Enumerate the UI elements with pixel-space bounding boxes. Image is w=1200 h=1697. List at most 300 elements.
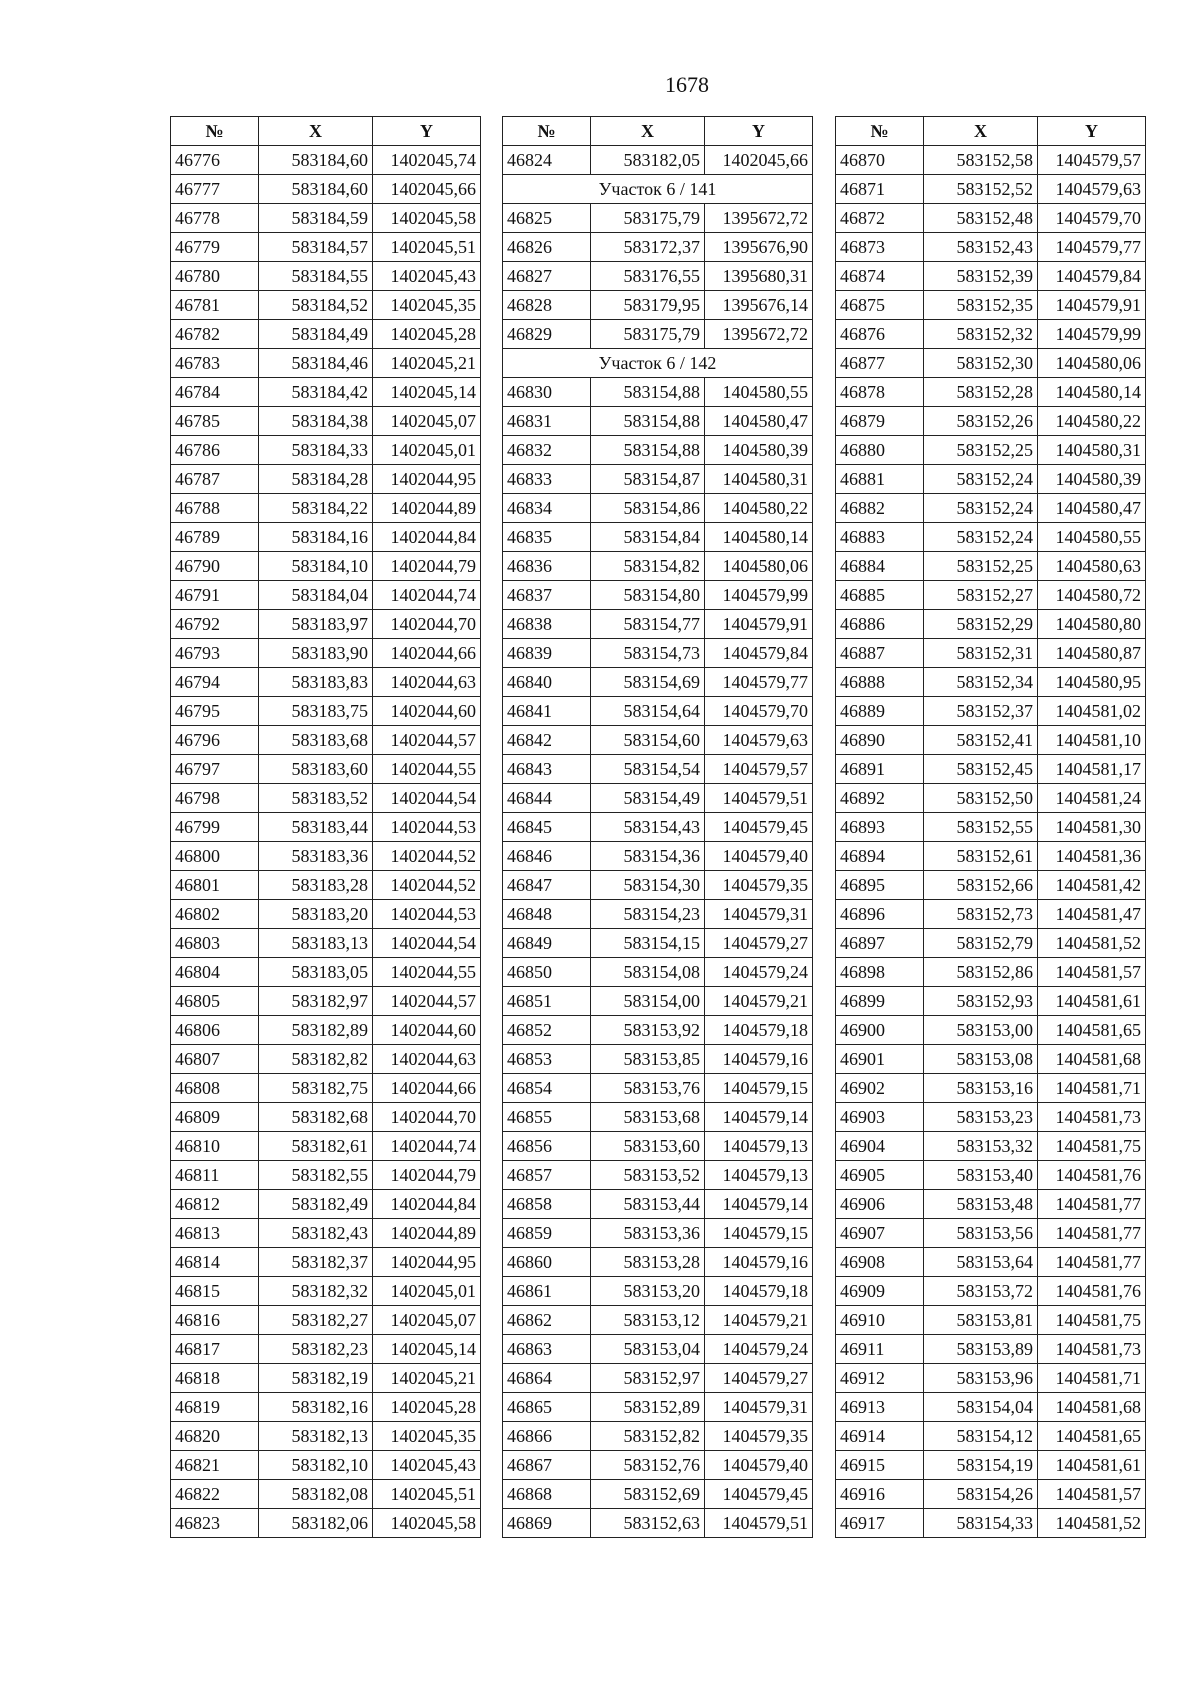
x-value: 583182,68	[259, 1103, 373, 1132]
point-number: 46828	[503, 291, 591, 320]
x-value: 583152,32	[924, 320, 1038, 349]
y-value: 1402044,52	[373, 871, 481, 900]
table-row	[836, 639, 1146, 668]
y-value: 1404580,06	[705, 552, 813, 581]
point-number: 46813	[171, 1219, 259, 1248]
x-value: 583152,86	[924, 958, 1038, 987]
point-number: 46911	[836, 1335, 924, 1364]
table-row	[836, 1248, 1146, 1277]
x-value: 583182,23	[259, 1335, 373, 1364]
x-value: 583184,57	[259, 233, 373, 262]
y-value: 1402044,95	[373, 1248, 481, 1277]
y-value: 1402044,55	[373, 958, 481, 987]
y-value: 1404579,77	[705, 668, 813, 697]
x-value: 583153,48	[924, 1190, 1038, 1219]
point-number: 46909	[836, 1277, 924, 1306]
x-value: 583154,80	[591, 581, 705, 610]
y-value: 1404579,99	[705, 581, 813, 610]
point-number: 46890	[836, 726, 924, 755]
point-number: 46885	[836, 581, 924, 610]
table-row	[836, 1161, 1146, 1190]
x-value: 583176,55	[591, 262, 705, 291]
x-value: 583153,56	[924, 1219, 1038, 1248]
table-row	[171, 175, 481, 204]
x-value: 583184,46	[259, 349, 373, 378]
table-row	[836, 175, 1146, 204]
point-number: 46843	[503, 755, 591, 784]
point-number: 46810	[171, 1132, 259, 1161]
table-row	[171, 610, 481, 639]
x-value: 583153,92	[591, 1016, 705, 1045]
point-number: 46792	[171, 610, 259, 639]
y-value: 1404580,14	[1038, 378, 1146, 407]
x-value: 583152,25	[924, 436, 1038, 465]
x-value: 583152,50	[924, 784, 1038, 813]
y-value: 1404579,14	[705, 1190, 813, 1219]
y-value: 1402044,70	[373, 1103, 481, 1132]
table-row	[503, 755, 813, 784]
table-row	[503, 407, 813, 436]
point-number: 46786	[171, 436, 259, 465]
y-value: 1404581,61	[1038, 1451, 1146, 1480]
point-number: 46776	[171, 146, 259, 175]
y-value: 1404579,57	[705, 755, 813, 784]
table-row	[503, 204, 813, 233]
y-value: 1402044,63	[373, 1045, 481, 1074]
x-value: 583153,23	[924, 1103, 1038, 1132]
y-value: 1404580,55	[1038, 523, 1146, 552]
y-value: 1402044,84	[373, 1190, 481, 1219]
point-number: 46788	[171, 494, 259, 523]
y-value: 1404579,15	[705, 1219, 813, 1248]
point-number: 46797	[171, 755, 259, 784]
table-row	[503, 552, 813, 581]
table-row	[171, 581, 481, 610]
table-row	[836, 262, 1146, 291]
point-number: 46900	[836, 1016, 924, 1045]
point-number: 46891	[836, 755, 924, 784]
x-value: 583154,26	[924, 1480, 1038, 1509]
point-number: 46844	[503, 784, 591, 813]
y-value: 1404579,40	[705, 842, 813, 871]
table-row	[171, 639, 481, 668]
point-number: 46875	[836, 291, 924, 320]
table-row	[836, 378, 1146, 407]
x-value: 583154,04	[924, 1393, 1038, 1422]
table-header-row	[171, 117, 481, 146]
table-row	[171, 407, 481, 436]
y-value: 1402044,63	[373, 668, 481, 697]
y-value: 1402044,79	[373, 552, 481, 581]
table-row	[503, 1277, 813, 1306]
point-number: 46873	[836, 233, 924, 262]
table-row	[503, 668, 813, 697]
y-value: 1404581,77	[1038, 1248, 1146, 1277]
x-value: 583152,35	[924, 291, 1038, 320]
point-number: 46781	[171, 291, 259, 320]
y-value: 1402045,51	[373, 1480, 481, 1509]
point-number: 46866	[503, 1422, 591, 1451]
section-row	[503, 349, 813, 378]
point-number: 46860	[503, 1248, 591, 1277]
point-number: 46793	[171, 639, 259, 668]
table-row	[503, 494, 813, 523]
y-value: 1404581,65	[1038, 1016, 1146, 1045]
point-number: 46805	[171, 987, 259, 1016]
y-value: 1402044,89	[373, 494, 481, 523]
point-number: 46895	[836, 871, 924, 900]
x-value: 583154,33	[924, 1509, 1038, 1538]
y-value: 1404579,51	[705, 1509, 813, 1538]
x-value: 583154,87	[591, 465, 705, 494]
y-value: 1404581,36	[1038, 842, 1146, 871]
y-value: 1402044,66	[373, 639, 481, 668]
y-value: 1404580,47	[705, 407, 813, 436]
point-number: 46811	[171, 1161, 259, 1190]
y-value: 1402044,74	[373, 1132, 481, 1161]
table-row	[171, 1190, 481, 1219]
x-value: 583182,10	[259, 1451, 373, 1480]
point-number: 46818	[171, 1364, 259, 1393]
y-value: 1402044,53	[373, 813, 481, 842]
table-row	[503, 1103, 813, 1132]
table-row	[171, 929, 481, 958]
table-row	[836, 1132, 1146, 1161]
x-value: 583152,69	[591, 1480, 705, 1509]
y-value: 1395672,72	[705, 204, 813, 233]
table-row	[171, 1335, 481, 1364]
table-row	[171, 320, 481, 349]
y-value: 1404580,47	[1038, 494, 1146, 523]
x-value: 583182,13	[259, 1422, 373, 1451]
y-value: 1404579,84	[1038, 262, 1146, 291]
y-value: 1402044,57	[373, 726, 481, 755]
table-row	[171, 697, 481, 726]
header-number: №	[836, 117, 924, 146]
point-number: 46825	[503, 204, 591, 233]
table-row	[836, 813, 1146, 842]
point-number: 46892	[836, 784, 924, 813]
point-number: 46874	[836, 262, 924, 291]
x-value: 583182,43	[259, 1219, 373, 1248]
point-number: 46869	[503, 1509, 591, 1538]
x-value: 583182,49	[259, 1190, 373, 1219]
y-value: 1402045,01	[373, 436, 481, 465]
x-value: 583152,25	[924, 552, 1038, 581]
table-row	[836, 204, 1146, 233]
y-value: 1404579,24	[705, 958, 813, 987]
x-value: 583184,04	[259, 581, 373, 610]
x-value: 583154,43	[591, 813, 705, 842]
y-value: 1402044,95	[373, 465, 481, 494]
table-row	[503, 1306, 813, 1335]
point-number: 46836	[503, 552, 591, 581]
x-value: 583154,88	[591, 436, 705, 465]
x-value: 583152,93	[924, 987, 1038, 1016]
table-row	[503, 958, 813, 987]
y-value: 1404579,35	[705, 1422, 813, 1451]
table-row	[503, 1480, 813, 1509]
x-value: 583183,75	[259, 697, 373, 726]
table-row	[503, 1364, 813, 1393]
x-value: 583154,00	[591, 987, 705, 1016]
x-value: 583153,12	[591, 1306, 705, 1335]
section-label: Участок 6 / 142	[503, 349, 813, 378]
x-value: 583175,79	[591, 204, 705, 233]
header-y: Y	[705, 117, 813, 146]
point-number: 46803	[171, 929, 259, 958]
table-row	[171, 552, 481, 581]
table-row	[171, 1451, 481, 1480]
point-number: 46802	[171, 900, 259, 929]
y-value: 1404581,30	[1038, 813, 1146, 842]
x-value: 583182,97	[259, 987, 373, 1016]
table-row	[836, 1509, 1146, 1538]
table-row	[836, 1016, 1146, 1045]
y-value: 1404581,52	[1038, 1509, 1146, 1538]
point-number: 46845	[503, 813, 591, 842]
x-value: 583153,20	[591, 1277, 705, 1306]
y-value: 1402044,57	[373, 987, 481, 1016]
point-number: 46916	[836, 1480, 924, 1509]
table-row	[503, 784, 813, 813]
x-value: 583152,52	[924, 175, 1038, 204]
y-value: 1404581,10	[1038, 726, 1146, 755]
point-number: 46880	[836, 436, 924, 465]
table-row	[836, 987, 1146, 1016]
table-row	[503, 465, 813, 494]
x-value: 583183,13	[259, 929, 373, 958]
point-number: 46827	[503, 262, 591, 291]
point-number: 46876	[836, 320, 924, 349]
table-row	[171, 1306, 481, 1335]
point-number: 46879	[836, 407, 924, 436]
x-value: 583183,52	[259, 784, 373, 813]
x-value: 583152,26	[924, 407, 1038, 436]
table-row	[171, 813, 481, 842]
page-number: 1678	[665, 72, 709, 97]
y-value: 1404581,77	[1038, 1190, 1146, 1219]
point-number: 46914	[836, 1422, 924, 1451]
y-value: 1404579,21	[705, 1306, 813, 1335]
point-number: 46801	[171, 871, 259, 900]
x-value: 583152,43	[924, 233, 1038, 262]
table-row	[503, 262, 813, 291]
table-row	[171, 378, 481, 407]
table-row	[503, 436, 813, 465]
section-row	[503, 175, 813, 204]
x-value: 583154,08	[591, 958, 705, 987]
y-value: 1402044,54	[373, 929, 481, 958]
table-row	[171, 1248, 481, 1277]
y-value: 1402044,52	[373, 842, 481, 871]
y-value: 1404579,27	[705, 929, 813, 958]
point-number: 46795	[171, 697, 259, 726]
y-value: 1402045,35	[373, 291, 481, 320]
point-number: 46861	[503, 1277, 591, 1306]
header-y: Y	[373, 117, 481, 146]
table-row	[836, 291, 1146, 320]
x-value: 583152,27	[924, 581, 1038, 610]
point-number: 46913	[836, 1393, 924, 1422]
point-number: 46854	[503, 1074, 591, 1103]
point-number: 46896	[836, 900, 924, 929]
y-value: 1404581,57	[1038, 958, 1146, 987]
x-value: 583153,04	[591, 1335, 705, 1364]
table-header-row	[836, 117, 1146, 146]
point-number: 46906	[836, 1190, 924, 1219]
point-number: 46816	[171, 1306, 259, 1335]
table-row	[171, 755, 481, 784]
x-value: 583153,60	[591, 1132, 705, 1161]
y-value: 1404579,14	[705, 1103, 813, 1132]
y-value: 1404579,27	[705, 1364, 813, 1393]
y-value: 1404581,75	[1038, 1132, 1146, 1161]
x-value: 583182,06	[259, 1509, 373, 1538]
x-value: 583184,38	[259, 407, 373, 436]
table-row	[503, 929, 813, 958]
y-value: 1404581,68	[1038, 1045, 1146, 1074]
x-value: 583152,61	[924, 842, 1038, 871]
point-number: 46851	[503, 987, 591, 1016]
table-row	[836, 1219, 1146, 1248]
point-number: 46847	[503, 871, 591, 900]
y-value: 1404580,39	[705, 436, 813, 465]
y-value: 1404579,24	[705, 1335, 813, 1364]
point-number: 46777	[171, 175, 259, 204]
table-row	[171, 784, 481, 813]
table-header-row	[503, 117, 813, 146]
point-number: 46812	[171, 1190, 259, 1219]
table-row	[503, 378, 813, 407]
y-value: 1404579,31	[705, 1393, 813, 1422]
x-value: 583184,10	[259, 552, 373, 581]
x-value: 583182,61	[259, 1132, 373, 1161]
y-value: 1404579,57	[1038, 146, 1146, 175]
table-row	[836, 1190, 1146, 1219]
y-value: 1404579,16	[705, 1248, 813, 1277]
y-value: 1404580,39	[1038, 465, 1146, 494]
x-value: 583152,34	[924, 668, 1038, 697]
x-value: 583153,00	[924, 1016, 1038, 1045]
point-number: 46871	[836, 175, 924, 204]
y-value: 1404581,47	[1038, 900, 1146, 929]
table-row	[503, 1422, 813, 1451]
y-value: 1402044,54	[373, 784, 481, 813]
point-number: 46798	[171, 784, 259, 813]
point-number: 46787	[171, 465, 259, 494]
x-value: 583152,28	[924, 378, 1038, 407]
point-number: 46840	[503, 668, 591, 697]
x-value: 583182,27	[259, 1306, 373, 1335]
table-row	[171, 1132, 481, 1161]
x-value: 583154,82	[591, 552, 705, 581]
y-value: 1402045,35	[373, 1422, 481, 1451]
x-value: 583153,52	[591, 1161, 705, 1190]
table-row	[171, 204, 481, 233]
point-number: 46785	[171, 407, 259, 436]
x-value: 583182,75	[259, 1074, 373, 1103]
y-value: 1404581,71	[1038, 1074, 1146, 1103]
table-row	[836, 668, 1146, 697]
point-number: 46804	[171, 958, 259, 987]
point-number: 46782	[171, 320, 259, 349]
table-row	[171, 1277, 481, 1306]
y-value: 1404579,63	[1038, 175, 1146, 204]
header-y: Y	[1038, 117, 1146, 146]
x-value: 583153,08	[924, 1045, 1038, 1074]
x-value: 583184,42	[259, 378, 373, 407]
table-row	[503, 1190, 813, 1219]
point-number: 46794	[171, 668, 259, 697]
y-value: 1404581,24	[1038, 784, 1146, 813]
table-row	[171, 494, 481, 523]
y-value: 1404581,73	[1038, 1103, 1146, 1132]
table-row	[503, 523, 813, 552]
y-value: 1404580,22	[705, 494, 813, 523]
y-value: 1404579,21	[705, 987, 813, 1016]
x-value: 583152,37	[924, 697, 1038, 726]
point-number: 46907	[836, 1219, 924, 1248]
point-number: 46819	[171, 1393, 259, 1422]
table-row	[836, 900, 1146, 929]
table-row	[836, 494, 1146, 523]
table-row	[171, 233, 481, 262]
point-number: 46791	[171, 581, 259, 610]
point-number: 46823	[171, 1509, 259, 1538]
point-number: 46888	[836, 668, 924, 697]
table-row	[503, 1451, 813, 1480]
point-number: 46903	[836, 1103, 924, 1132]
point-number: 46796	[171, 726, 259, 755]
table-row	[836, 1393, 1146, 1422]
point-number: 46864	[503, 1364, 591, 1393]
table-row	[171, 1016, 481, 1045]
y-value: 1404581,76	[1038, 1161, 1146, 1190]
table-row	[836, 1277, 1146, 1306]
x-value: 583153,16	[924, 1074, 1038, 1103]
y-value: 1404580,55	[705, 378, 813, 407]
table-row	[171, 726, 481, 755]
table-row	[836, 1364, 1146, 1393]
point-number: 46807	[171, 1045, 259, 1074]
point-number: 46790	[171, 552, 259, 581]
table-row	[503, 871, 813, 900]
x-value: 583154,54	[591, 755, 705, 784]
header-x: X	[259, 117, 373, 146]
x-value: 583182,19	[259, 1364, 373, 1393]
x-value: 583152,24	[924, 494, 1038, 523]
y-value: 1402045,28	[373, 1393, 481, 1422]
x-value: 583154,12	[924, 1422, 1038, 1451]
point-number: 46841	[503, 697, 591, 726]
x-value: 583183,68	[259, 726, 373, 755]
table-row	[836, 146, 1146, 175]
x-value: 583154,88	[591, 407, 705, 436]
x-value: 583152,30	[924, 349, 1038, 378]
y-value: 1404580,31	[705, 465, 813, 494]
point-number: 46897	[836, 929, 924, 958]
x-value: 583154,84	[591, 523, 705, 552]
x-value: 583182,89	[259, 1016, 373, 1045]
y-value: 1404581,71	[1038, 1364, 1146, 1393]
y-value: 1404579,45	[705, 1480, 813, 1509]
point-number: 46833	[503, 465, 591, 494]
x-value: 583153,81	[924, 1306, 1038, 1335]
table-row	[171, 987, 481, 1016]
x-value: 583152,82	[591, 1422, 705, 1451]
point-number: 46837	[503, 581, 591, 610]
